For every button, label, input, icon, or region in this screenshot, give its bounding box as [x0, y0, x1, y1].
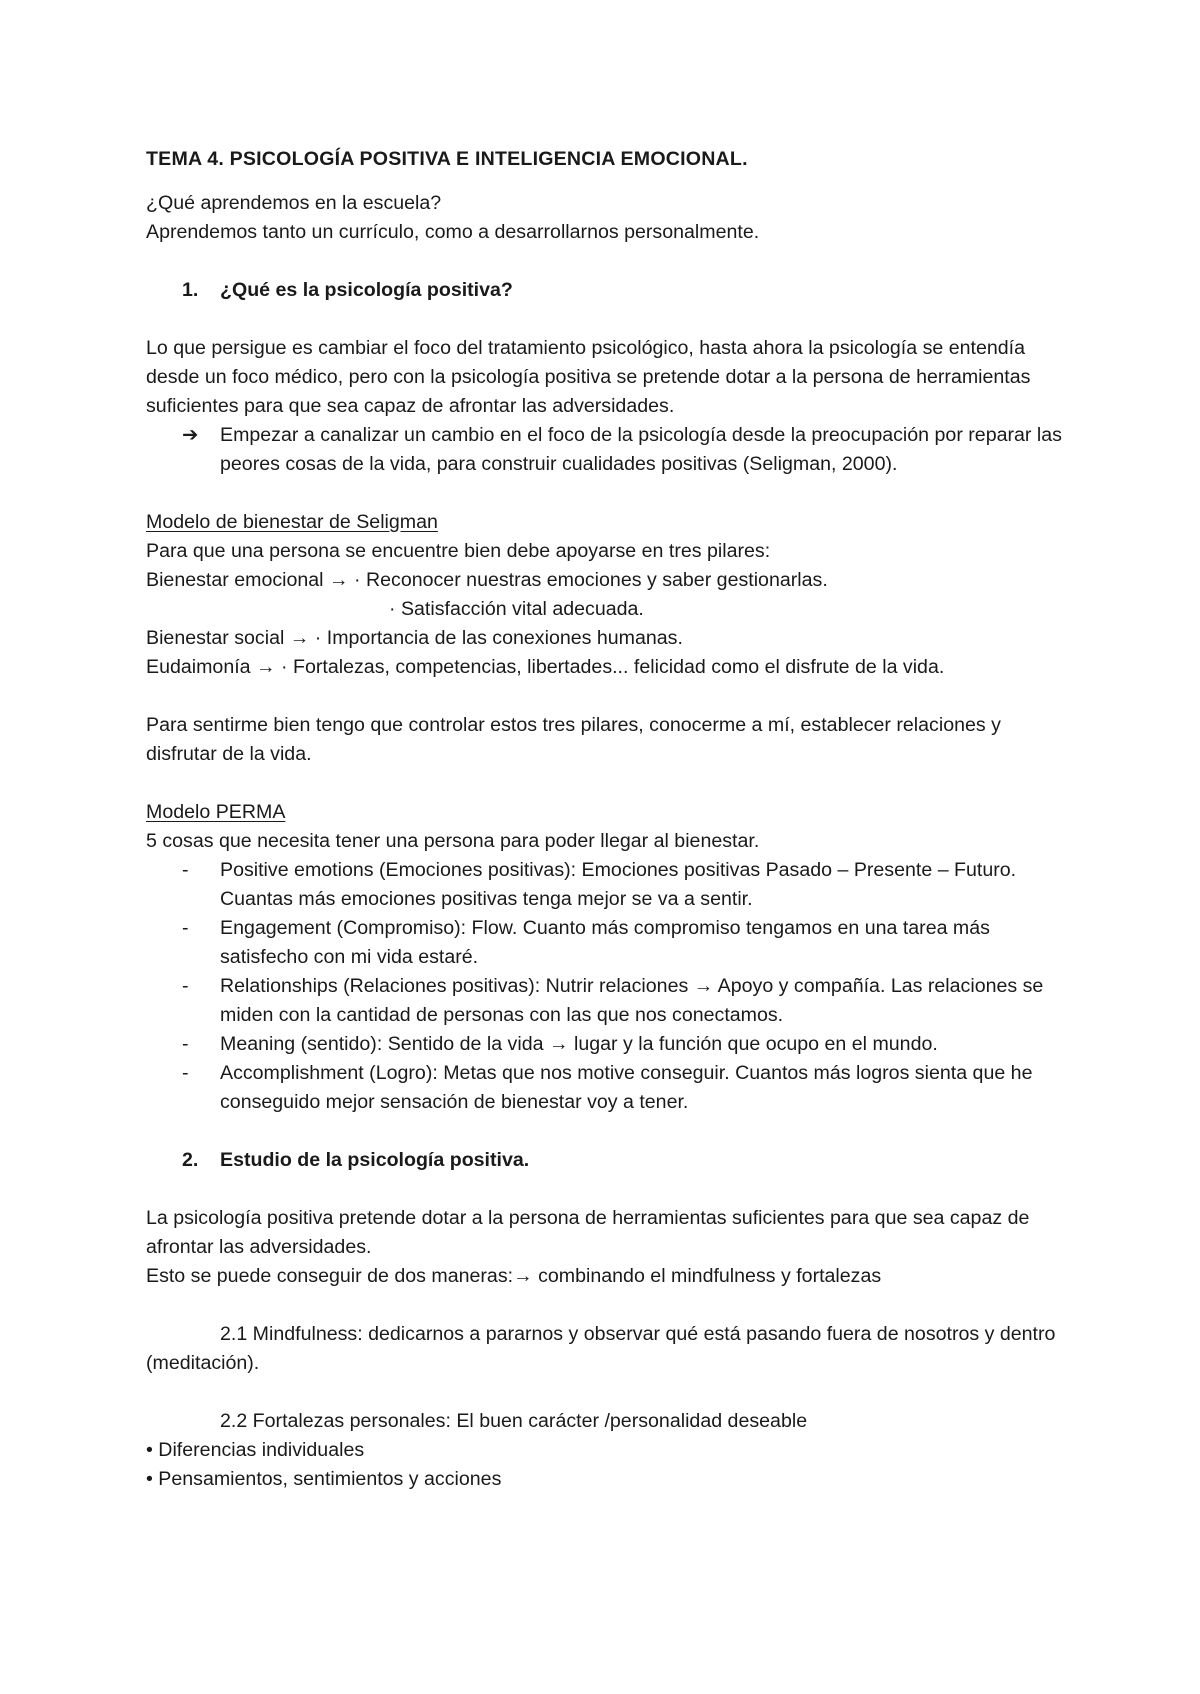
- dash-marker: -: [182, 917, 189, 939]
- seligman-line-satisfaction: · Satisfacción vital adecuada.: [389, 598, 644, 620]
- bullet-item: • Pensamientos, sentimientos y acciones: [146, 1468, 502, 1490]
- section-2-title: Estudio de la psicología positiva.: [220, 1149, 530, 1171]
- seligman-closing: Para sentirme bien tengo que controlar estos tres pilares, conocerme a mí, establecer relaciones y disfrutar de la vida.: [146, 714, 1001, 765]
- perma-item: [146, 1059, 1066, 1117]
- seligman-line-social: Bienestar social → · Importancia de las conexiones humanas.: [146, 627, 683, 649]
- section-2-paragraph-1: La psicología positiva pretende dotar a la persona de herramientas suficientes para que sea capaz de afrontar las adversidades.: [146, 1207, 1030, 1258]
- seligman-line-eudaimonia: Eudaimonía → · Fortalezas, competencias, libertades... felicidad como el disfrute de la vida.: [146, 656, 945, 678]
- section-2-number: 2.: [182, 1149, 199, 1171]
- intro-question: ¿Qué aprendemos en la escuela?: [146, 192, 442, 214]
- perma-item: [146, 1030, 1066, 1059]
- dash-marker: -: [182, 859, 189, 881]
- arrow-item-text: Empezar a canalizar un cambio en el foco de la psicología desde la preocupación por reparar las peores cosas de la vida, para construir cualidades positivas (Seligman, 2000).: [220, 424, 1062, 475]
- perma-item-text: Engagement (Compromiso): Flow. Cuanto más compromiso tengamos en una tarea más satisfecho con mi vida estaré.: [220, 917, 990, 968]
- subsection-fortalezas: 2.2 Fortalezas personales: El buen carácter /personalidad deseable: [220, 1410, 808, 1432]
- perma-item: [146, 856, 1066, 914]
- perma-item: [146, 972, 1066, 1030]
- perma-item-text: Positive emotions (Emociones positivas): Emociones positivas Pasado – Presente – Futuro. Cuantas más emociones positivas tenga mejor se va a sentir.: [220, 859, 1017, 910]
- section-1-paragraph: Lo que persigue es cambiar el foco del tratamiento psicológico, hasta ahora la psicología se entendía desde un foco médico, pero con la psicología positiva se pretende dotar a la persona de herramientas suficientes para que sea capaz de afrontar las adversidades.: [146, 337, 1031, 417]
- perma-item-text: Accomplishment (Logro): Metas que nos motive conseguir. Cuantos más logros sienta que he conseguido mejor sensación de bienestar voy a tener.: [220, 1062, 1033, 1113]
- perma-intro: 5 cosas que necesita tener una persona para poder llegar al bienestar.: [146, 830, 760, 852]
- perma-item-text: Meaning (sentido): Sentido de la vida → lugar y la función que ocupo en el mundo.: [220, 1033, 938, 1055]
- intro-answer: Aprendemos tanto un currículo, como a desarrollarnos personalmente.: [146, 221, 760, 243]
- seligman-title: Modelo de bienestar de Seligman: [146, 511, 438, 533]
- section-1-number: 1.: [182, 279, 199, 301]
- document-content: [146, 145, 1066, 1494]
- dash-marker: -: [182, 975, 189, 997]
- bullet-item: • Diferencias individuales: [146, 1439, 365, 1461]
- dash-marker: -: [182, 1033, 189, 1055]
- perma-list: [146, 856, 1066, 1117]
- document-title: TEMA 4. PSICOLOGÍA POSITIVA E INTELIGENCIA EMOCIONAL.: [146, 148, 748, 170]
- dash-marker: -: [182, 1062, 189, 1084]
- section-2-heading: [146, 1146, 1066, 1175]
- perma-item-text: Relationships (Relaciones positivas): Nutrir relaciones → Apoyo y compañía. Las relaciones se miden con la cantidad de personas con las que nos conectamos.: [220, 975, 1044, 1026]
- arrow-list-item: [146, 421, 1066, 479]
- section-1-heading: [146, 276, 1066, 305]
- section-1-title: ¿Qué es la psicología positiva?: [220, 279, 513, 301]
- perma-item: [146, 914, 1066, 972]
- section-2-paragraph-2: Esto se puede conseguir de dos maneras:→ combinando el mindfulness y fortalezas: [146, 1265, 882, 1287]
- perma-title: Modelo PERMA: [146, 801, 286, 823]
- subsection-mindfulness: 2.1 Mindfulness: dedicarnos a pararnos y observar qué está pasando fuera de nosotros y dentro (meditación).: [146, 1323, 1056, 1374]
- seligman-line-emotional: Bienestar emocional → · Reconocer nuestras emociones y saber gestionarlas.: [146, 569, 828, 591]
- seligman-intro: Para que una persona se encuentre bien debe apoyarse en tres pilares:: [146, 540, 771, 562]
- arrow-icon: ➔: [182, 424, 199, 446]
